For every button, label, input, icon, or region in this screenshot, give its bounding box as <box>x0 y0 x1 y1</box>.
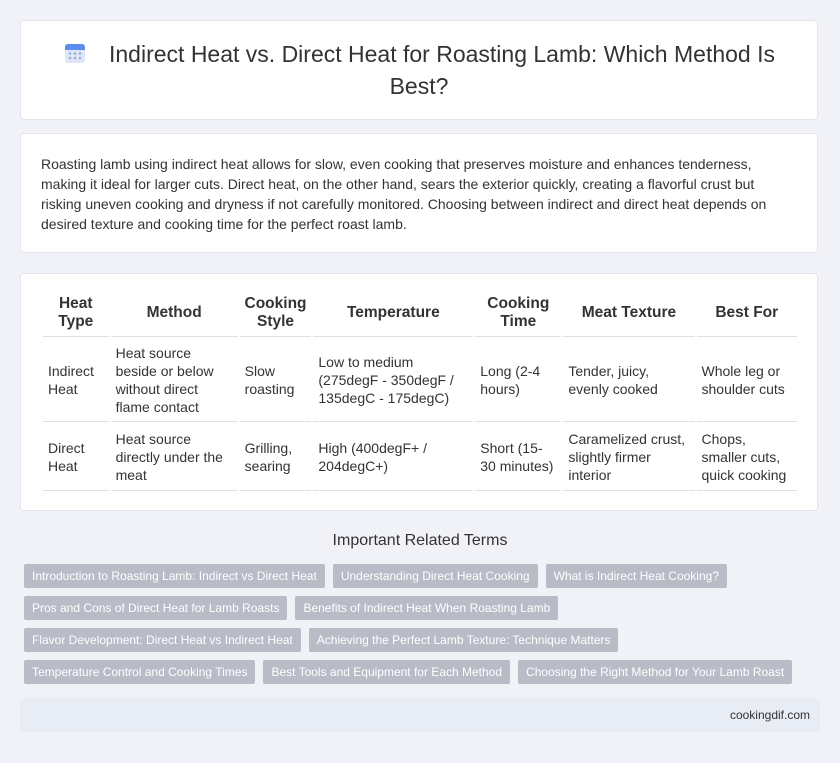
footer <box>20 698 820 732</box>
table-cell: Whole leg or shoulder cuts <box>697 339 797 422</box>
intro-text: Roasting lamb using indirect heat allows for slow, even cooking that preserves moisture and enhances tenderness, making it ideal for larger cuts. Direct heat, on the other hand, sears the exterior quickly, creating a flavorful crust but risking uneven cooking and dryness if not carefully monitored. Choosing between indirect and direct heat depends on desired texture and cooking time for the perfect roast lamb. <box>41 156 767 232</box>
related-tag[interactable]: Achieving the Perfect Lamb Texture: Technique Matters <box>309 628 619 652</box>
tag-row <box>24 596 824 620</box>
tag-row <box>24 628 824 652</box>
tag-row <box>24 660 824 684</box>
related-terms-tags <box>24 564 824 692</box>
table-cell: Chops, smaller cuts, quick cooking <box>697 424 797 491</box>
header-cooking-style: Cooking Style <box>240 290 312 337</box>
table-cell: Heat source beside or below without direct flame contact <box>111 339 238 422</box>
table-cell: Heat source directly under the meat <box>111 424 238 491</box>
header-cooking-time: Cooking Time <box>475 290 561 337</box>
calendar-icon <box>63 41 87 72</box>
comparison-table-card <box>20 273 818 511</box>
related-tag[interactable]: Pros and Cons of Direct Heat for Lamb Roasts <box>24 596 287 620</box>
related-tag[interactable]: Benefits of Indirect Heat When Roasting Lamb <box>295 596 558 620</box>
table-cell: Caramelized crust, slightly firmer interior <box>563 424 694 491</box>
table-row <box>43 424 797 491</box>
header-best-for: Best For <box>697 290 797 337</box>
related-tag[interactable]: Flavor Development: Direct Heat vs Indirect Heat <box>24 628 301 652</box>
header-meat-texture: Meat Texture <box>563 290 694 337</box>
footer-site-link[interactable]: cookingdif.com <box>729 708 810 722</box>
header-method: Method <box>111 290 238 337</box>
comparison-table <box>41 288 799 493</box>
table-cell: Direct Heat <box>43 424 109 491</box>
related-tag[interactable]: Temperature Control and Cooking Times <box>24 660 255 684</box>
tag-row <box>24 564 824 588</box>
related-tag[interactable]: Best Tools and Equipment for Each Method <box>263 660 510 684</box>
table-cell: Short (15-30 minutes) <box>475 424 561 491</box>
title-card <box>20 20 818 120</box>
table-cell: Low to medium (275degF - 350degF / 135degC - 175degC) <box>313 339 473 422</box>
intro-card <box>20 133 818 253</box>
table-header-row <box>43 290 797 337</box>
page-title-wrap <box>49 40 789 101</box>
table-cell: Grilling, searing <box>240 424 312 491</box>
header-heat-type: Heat Type <box>43 290 109 337</box>
related-tag[interactable]: Understanding Direct Heat Cooking <box>333 564 538 588</box>
table-cell: Long (2-4 hours) <box>475 339 561 422</box>
table-cell: Slow roasting <box>240 339 312 422</box>
table-cell: High (400degF+ / 204degC+) <box>313 424 473 491</box>
table-cell: Tender, juicy, evenly cooked <box>563 339 694 422</box>
related-tag[interactable]: Introduction to Roasting Lamb: Indirect vs Direct Heat <box>24 564 325 588</box>
table-cell: Indirect Heat <box>43 339 109 422</box>
related-tag[interactable]: What is Indirect Heat Cooking? <box>546 564 727 588</box>
related-terms-title: Important Related Terms <box>332 532 508 549</box>
related-tag[interactable]: Choosing the Right Method for Your Lamb Roast <box>518 660 792 684</box>
header-temperature: Temperature <box>313 290 473 337</box>
page-title: Indirect Heat vs. Direct Heat for Roasting Lamb: Which Method Is Best? <box>109 40 775 99</box>
table-row <box>43 339 797 422</box>
